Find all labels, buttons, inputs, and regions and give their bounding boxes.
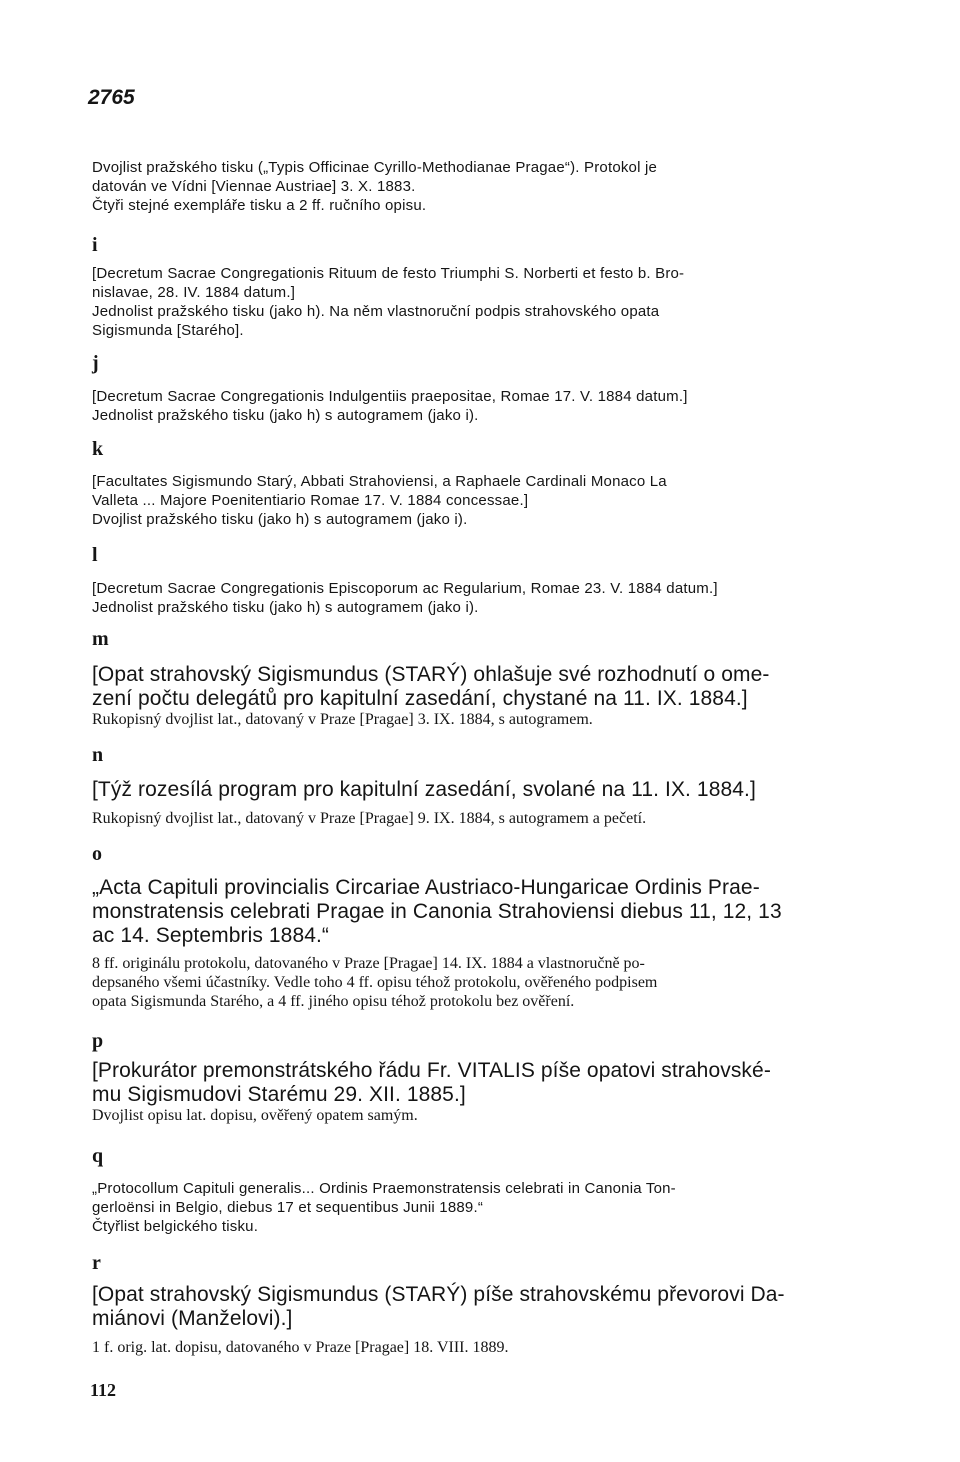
text-line: Dvojlist pražského tisku („Typis Officinae Cyrillo-Methodianae Pragae“). Protokol je	[92, 159, 658, 176]
entry-l	[92, 579, 718, 617]
note-line: depsaného všemi účastníky. Vedle toho 4 ff. opisu téhož protokolu, ověřeného podpisem	[92, 974, 658, 991]
entry-j	[92, 387, 688, 425]
entry-letter-p: p	[92, 1030, 104, 1052]
entry-letter-r: r	[92, 1252, 101, 1274]
note-line: opata Sigismunda Starého, a 4 ff. jiného opisu téhož protokolu bez ověření.	[92, 993, 575, 1010]
entry-letter-n: n	[92, 744, 104, 766]
entry-p-title	[92, 1059, 771, 1107]
entry-o-note	[92, 954, 657, 1011]
title-line: mu Sigismudovi Starému 29. XII. 1885.]	[92, 1083, 466, 1106]
page-number: 2765	[88, 86, 135, 109]
text-line: „Protocollum Capituli generalis... Ordinis Praemonstratensis celebrati in Canonia Ton-	[92, 1180, 676, 1197]
title-line: [Opat strahovský Sigismundus (STARÝ) ohlašuje své rozhodnutí o ome-	[92, 663, 770, 686]
entry-letter-o: o	[92, 843, 102, 865]
note-line: Rukopisný dvojlist lat., datovaný v Praze [Pragae] 3. IX. 1884, s autogramem.	[92, 711, 593, 728]
footer-page-number: 112	[90, 1380, 117, 1400]
text-line: Jednolist pražského tisku (jako h) s autogramem (jako i).	[92, 599, 479, 616]
text-line: Jednolist pražského tisku (jako h) s autogramem (jako i).	[92, 407, 479, 424]
text-line: [Decretum Sacrae Congregationis Rituum de festo Triumphi S. Norberti et festo b. Bro-	[92, 265, 685, 282]
entry-letter-l: l	[92, 544, 98, 566]
text-line: Čtyřlist belgického tisku.	[92, 1218, 259, 1235]
text-line: [Decretum Sacrae Congregationis Indulgentiis praepositae, Romae 17. V. 1884 datum.]	[92, 388, 688, 405]
text-line: nislavae, 28. IV. 1884 datum.]	[92, 284, 296, 301]
text-line: datován ve Vídni [Viennae Austriae] 3. X. 1883.	[92, 178, 416, 195]
entry-n-title	[92, 778, 756, 802]
text-line: [Facultates Sigismundo Starý, Abbati Strahoviensi, a Raphaele Cardinali Monaco La	[92, 473, 667, 490]
entry-m-note	[92, 710, 593, 729]
entry-o-title	[92, 876, 782, 948]
note-line: Rukopisný dvojlist lat., datovaný v Praze [Pragae] 9. IX. 1884, s autogramem a pečetí.	[92, 810, 647, 827]
entry-letter-m: m	[92, 628, 109, 650]
title-line: [Prokurátor premonstrátského řádu Fr. VITALIS píše opatovi strahovské-	[92, 1059, 771, 1082]
note-line: Dvojlist opisu lat. dopisu, ověřený opatem samým.	[92, 1107, 418, 1124]
note-line: 1 f. orig. lat. dopisu, datovaného v Praze [Pragae] 18. VIII. 1889.	[92, 1339, 509, 1356]
entry-letter-k: k	[92, 438, 104, 460]
title-line: ac 14. Septembris 1884.“	[92, 924, 330, 947]
text-line: [Decretum Sacrae Congregationis Episcoporum ac Regularium, Romae 23. V. 1884 datum.]	[92, 580, 718, 597]
text-line: Sigismunda [Starého].	[92, 322, 244, 339]
entry-letter-j: j	[92, 352, 99, 374]
title-line: „Acta Capituli provincialis Circariae Austriaco-Hungaricae Ordinis Prae-	[92, 876, 760, 899]
text-line: Jednolist pražského tisku (jako h). Na něm vlastnoruční podpis strahovského opata	[92, 303, 660, 320]
entry-letter-q: q	[92, 1145, 104, 1167]
text-line: Valleta ... Majore Poenitentiario Romae 17. V. 1884 concessae.]	[92, 492, 529, 509]
entry-n-note	[92, 809, 646, 828]
text-line: gerloënsi in Belgio, diebus 17 et sequentibus Junii 1889.“	[92, 1199, 484, 1216]
title-line: monstratensis celebrati Pragae in Canonia Strahoviensi diebus 11, 12, 13	[92, 900, 782, 923]
entry-q	[92, 1179, 676, 1236]
entry-letter-i: i	[92, 234, 98, 256]
note-line: 8 ff. originálu protokolu, datovaného v Praze [Pragae] 14. IX. 1884 a vlastnoručně po-	[92, 955, 645, 972]
title-line: [Týž rozesílá program pro kapitulní zasedání, svolané na 11. IX. 1884.]	[92, 778, 756, 801]
text-line: Dvojlist pražského tisku (jako h) s autogramem (jako i).	[92, 511, 468, 528]
entry-m-title	[92, 663, 769, 711]
title-line: [Opat strahovský Sigismundus (STARÝ) píše strahovskému převorovi Da-	[92, 1283, 785, 1306]
entry-i	[92, 264, 684, 340]
title-line: miánovi (Manželovi).]	[92, 1307, 293, 1330]
entry-r-title	[92, 1283, 785, 1331]
intro-block	[92, 158, 657, 215]
entry-r-note	[92, 1338, 508, 1357]
entry-k	[92, 472, 667, 529]
title-line: zení počtu delegátů pro kapitulní zasedání, chystané na 11. IX. 1884.]	[92, 687, 748, 710]
entry-p-note	[92, 1106, 418, 1125]
text-line: Čtyři stejné exempláře tisku a 2 ff. ručního opisu.	[92, 197, 427, 214]
